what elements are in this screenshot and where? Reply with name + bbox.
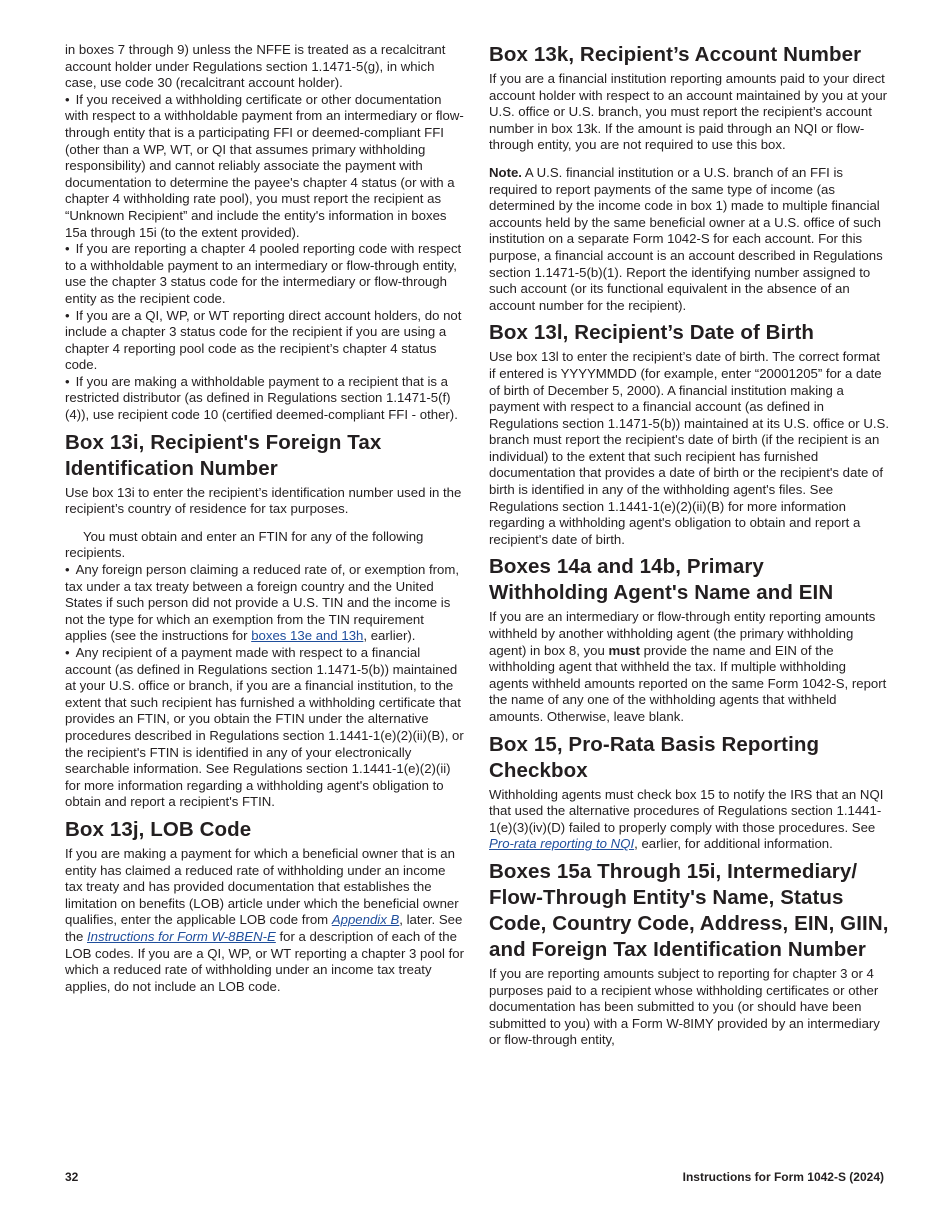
bullet-text: Any foreign person claiming a reduced rate of, or exemption from, tax under a tax treaty between a foreign country and the United States if such person did not provide a U.S. TIN and the income is not the type for which an exemption from the TIN requirement applies (see the instructions for <box>65 562 459 644</box>
paragraph <box>489 787 889 853</box>
paragraph-text: If you are an intermediary or flow-through entity reporting amounts withheld by another withholding agent (the primary withholding agent) in box 8, you <box>489 609 876 658</box>
note-paragraph <box>489 165 889 314</box>
paragraph <box>65 846 465 995</box>
paragraph <box>489 609 889 725</box>
paragraph-text: for a description of each of the LOB codes. If you are a QI, WP, or WT reporting a chapter 3 pool for which a reduced rate of withholding under an income tax treaty applies, do not include an LOB code. <box>65 928 464 994</box>
section-heading-box15: Box 15, Pro-Rata Basis Reporting Checkbox <box>489 732 820 782</box>
bullet-item: • If you received a withholding certificate or other documentation with respect to a withholdable payment from an intermediary or flow-through entity that is a participating FFI or deemed-compliant FFI (other than a WP, WT, or QI that assumes primary withholding responsibility) and cannot reliably associate the payment with documentation to determine the payee's chapter 4 status (or with a chapter 4 withholding rate pool), you must report the recipient as “Unknown Recipient” and include the entity's information in boxes 15a through 15i (to the extent provided). <box>65 92 465 241</box>
paragraph: Use box 13l to enter the recipient’s date of birth. The correct format if entered is YYYYMMDD (for example, enter “20001205” for a date of birth of December 5, 2000). A financial institution making a payment with respect to a financial account (as defined in Regulations section 1.1471-5(b)) maintained at its U.S. office or U.S. branch must report the recipient's date of birth (if the recipient is an individual) to the extent that such recipient has furnished documentation that provides a date of birth or the recipient's date of birth is identified in any of the withholding agent's files. See Regulations section 1.1441-1(e)(2)(ii)(B) for more information regarding a withholding agent's obligation to obtain and report a recipient's date of birth. <box>489 349 889 547</box>
link-appendix-b[interactable]: Appendix B <box>331 912 400 928</box>
section-heading-box13i: Box 13i, Recipient's Foreign Tax Identification Number <box>65 430 382 480</box>
paragraph-text: provide the name and EIN of the withholding agent that withheld the tax. If multiple withholding agents withheld amounts reported on the same Form 1042-S, report the name of any one of the withholding agents that withheld amounts. Otherwise, leave blank. <box>489 642 887 724</box>
section-heading-box15a: Boxes 15a Through 15i, Intermediary/ Flow-Through Entity's Name, Status Code, Country Code, Address, EIN, GIIN, and Foreign Tax Identification Number <box>489 859 889 961</box>
section-heading-box13j: Box 13j, LOB Code <box>65 817 252 841</box>
link-pro-rata-reporting[interactable]: Pro-rata reporting to NQI <box>489 836 635 852</box>
emphasis-must: must <box>608 642 641 658</box>
note-text: A U.S. financial institution or a U.S. branch of an FFI is required to report payments of the same type of income (as determined by the income code in box 1) made to multiple financial accounts held by the same beneficial owner at a U.S. office of such institution on a separate Form 1042-S for each account. For this purpose, a financial account is an account described in Regulations section 1.1471-5(b)(1). Report the identifying number assigned to such account (or its functional equivalent in the absence of an account number for the recipient). <box>489 164 883 313</box>
bullet-item: • If you are making a withholdable payment to a recipient that is a restricted distributor (as defined in Regulations section 1.1471-5(f)(4)), use recipient code 10 (certified deemed-compliant FFI - other). <box>65 374 465 424</box>
bullet-item: • If you are reporting a chapter 4 pooled reporting code with respect to a withholdable payment to an intermediary or flow-through entity, use the chapter 3 status code for the intermediary or flow-through entity as the recipient code. <box>65 241 465 307</box>
paragraph: If you are a financial institution reporting amounts paid to your direct account holder with respect to an account maintained by you at your U.S. office or U.S. branch, you must report the recipient’s account number in box 13k. If the amount is paid through an NQI or flow-through entity, you are not required to use this box. <box>489 71 888 153</box>
right-column <box>489 42 889 1049</box>
paragraph-text: , later. See the <box>65 912 463 944</box>
paragraph: Use box 13i to enter the recipient’s identification number used in the recipient’s country of residence for tax purposes. <box>65 484 462 517</box>
bullet-item <box>65 562 465 645</box>
section-heading-box13k: Box 13k, Recipient’s Account Number <box>489 43 862 66</box>
bullet-item: • Any recipient of a payment made with respect to a financial account (as defined in Regulations section 1.1471-5(b)) maintained at your U.S. office or branch, if you are a financial institution, to the extent that such recipient has furnished a withholding certificate that provides an FTIN, or you obtain the FTIN under the alternative procedures described in Regulations section 1.1441-1(e)(2)(ii)(B), or the recipient's FTIN is identified in any of your electronically searchable information. See Regulations section 1.1441-1(e)(2)(ii) for more information regarding a withholding agent's obligation to obtain and report a recipient's FTIN. <box>65 645 465 811</box>
paragraph-text: If you are making a payment for which a beneficial owner that is an entity has claimed a reduced rate of withholding under an income tax treaty and has provided documentation that establishes the limitation on benefits (LOB) article under which the beneficial owner qualifies, enter the applicable LOB code from <box>65 845 459 928</box>
paragraph: in boxes 7 through 9) unless the NFFE is treated as a recalcitrant account holder under Regulations section 1.1471-5(g), in which case, use code 30 (recalcitrant account holder). <box>65 42 446 91</box>
bullet-text: , earlier). <box>363 628 416 644</box>
section-heading-box13l: Box 13l, Recipient’s Date of Birth <box>489 321 815 345</box>
section-heading-box14: Boxes 14a and 14b, Primary Withholding Agent's Name and EIN <box>489 555 834 605</box>
link-boxes-13e-13h[interactable]: boxes 13e and 13h <box>251 628 364 644</box>
paragraph: You must obtain and enter an FTIN for any of the following recipients. <box>65 528 424 561</box>
document-title: Instructions for Form 1042-S (2024) <box>682 1170 884 1184</box>
page-footer <box>65 1170 884 1186</box>
paragraph-text: Withholding agents must check box 15 to notify the IRS that an NQI that used the alternative procedures of Regulations section 1.1441-1(e)(3)(iv)(D) failed to properly comply with those procedures. See <box>489 786 884 835</box>
left-column <box>65 42 465 995</box>
link-instructions-w8ben-e[interactable]: Instructions for Form W-8BEN-E <box>87 928 276 944</box>
page-number: 32 <box>65 1170 79 1184</box>
bullet-item: • If you are a QI, WP, or WT reporting direct account holders, do not include a chapter 3 status code for the recipient if you are using a chapter 4 reporting pool code as the recipient’s chapter 4 status code. <box>65 308 465 374</box>
note-label: Note. <box>489 164 522 180</box>
paragraph: If you are reporting amounts subject to reporting for chapter 3 or 4 purposes paid to a recipient whose withholding certificates or other documentation has been submitted to you (or should have been submitted to you) with a Form W-8IMY provided by an intermediary or flow-through entity, <box>489 965 880 1048</box>
paragraph-text: , earlier, for additional information. <box>634 836 833 852</box>
